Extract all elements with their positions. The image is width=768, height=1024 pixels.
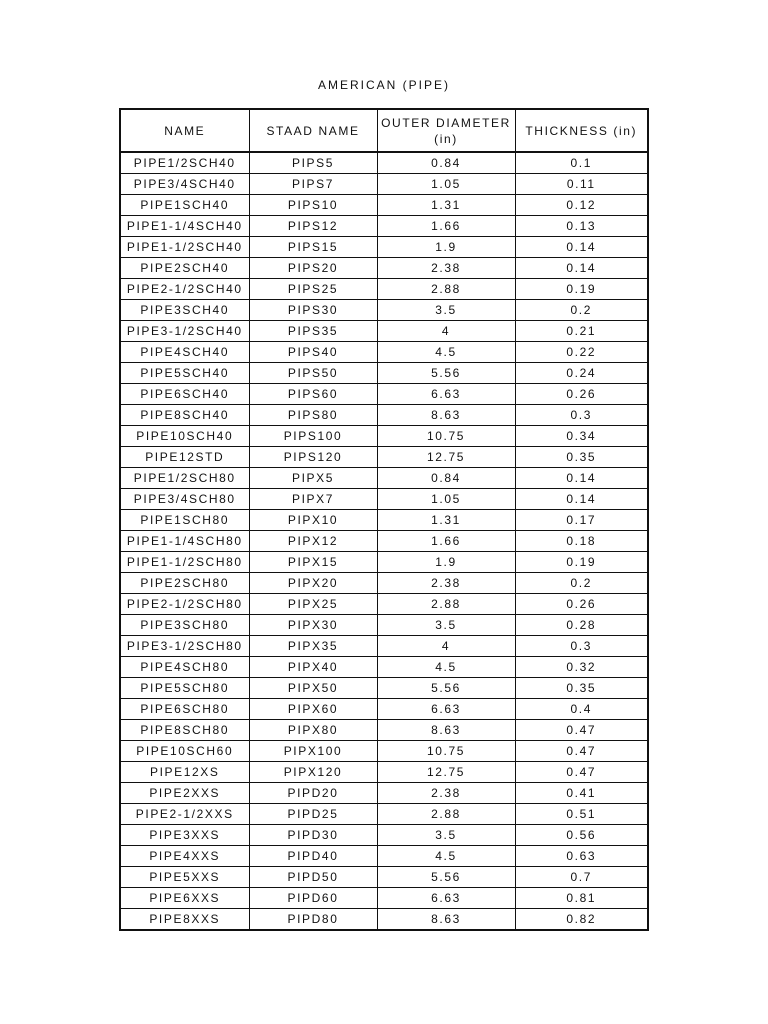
cell-staad-name: PIPS100 xyxy=(249,426,377,447)
cell-name: PIPE3/4SCH80 xyxy=(120,489,249,510)
cell-staad-name: PIPS80 xyxy=(249,405,377,426)
cell-name: PIPE4SCH80 xyxy=(120,657,249,678)
cell-name: PIPE2-1/2SCH40 xyxy=(120,279,249,300)
cell-outer-diameter: 1.31 xyxy=(377,510,515,531)
cell-name: PIPE1/2SCH40 xyxy=(120,152,249,174)
cell-thickness: 0.47 xyxy=(515,720,648,741)
table-row xyxy=(120,594,648,615)
cell-outer-diameter: 2.38 xyxy=(377,573,515,594)
cell-thickness: 0.26 xyxy=(515,594,648,615)
table-row xyxy=(120,846,648,867)
cell-name: PIPE1-1/2SCH80 xyxy=(120,552,249,573)
table-row xyxy=(120,531,648,552)
table-row xyxy=(120,678,648,699)
cell-staad-name: PIPD40 xyxy=(249,846,377,867)
cell-name: PIPE10SCH60 xyxy=(120,741,249,762)
cell-name: PIPE2SCH40 xyxy=(120,258,249,279)
cell-outer-diameter: 2.88 xyxy=(377,279,515,300)
cell-staad-name: PIPX80 xyxy=(249,720,377,741)
cell-staad-name: PIPX15 xyxy=(249,552,377,573)
cell-staad-name: PIPX120 xyxy=(249,762,377,783)
table-row xyxy=(120,510,648,531)
cell-name: PIPE1-1/4SCH40 xyxy=(120,216,249,237)
table-row xyxy=(120,426,648,447)
cell-name: PIPE4SCH40 xyxy=(120,342,249,363)
table-row xyxy=(120,825,648,846)
table-row xyxy=(120,195,648,216)
cell-thickness: 0.22 xyxy=(515,342,648,363)
cell-staad-name: PIPX25 xyxy=(249,594,377,615)
cell-outer-diameter: 8.63 xyxy=(377,720,515,741)
cell-outer-diameter: 2.88 xyxy=(377,594,515,615)
cell-staad-name: PIPS30 xyxy=(249,300,377,321)
cell-staad-name: PIPD50 xyxy=(249,867,377,888)
cell-name: PIPE8XXS xyxy=(120,909,249,931)
cell-outer-diameter: 4 xyxy=(377,636,515,657)
table-row xyxy=(120,552,648,573)
cell-staad-name: PIPX7 xyxy=(249,489,377,510)
column-header-name: NAME xyxy=(120,109,249,152)
cell-outer-diameter: 0.84 xyxy=(377,468,515,489)
cell-staad-name: PIPX20 xyxy=(249,573,377,594)
cell-name: PIPE1SCH80 xyxy=(120,510,249,531)
cell-thickness: 0.35 xyxy=(515,447,648,468)
table-row xyxy=(120,573,648,594)
cell-name: PIPE5SCH40 xyxy=(120,363,249,384)
cell-staad-name: PIPS20 xyxy=(249,258,377,279)
cell-staad-name: PIPD20 xyxy=(249,783,377,804)
cell-thickness: 0.47 xyxy=(515,741,648,762)
cell-name: PIPE1/2SCH80 xyxy=(120,468,249,489)
cell-outer-diameter: 12.75 xyxy=(377,762,515,783)
table-row xyxy=(120,174,648,195)
table-row xyxy=(120,152,648,174)
pipe-section-table xyxy=(119,108,649,931)
cell-thickness: 0.34 xyxy=(515,426,648,447)
table-row xyxy=(120,741,648,762)
cell-thickness: 0.28 xyxy=(515,615,648,636)
cell-outer-diameter: 10.75 xyxy=(377,426,515,447)
cell-outer-diameter: 1.05 xyxy=(377,174,515,195)
cell-outer-diameter: 1.66 xyxy=(377,216,515,237)
cell-thickness: 0.17 xyxy=(515,510,648,531)
cell-thickness: 0.13 xyxy=(515,216,648,237)
cell-outer-diameter: 2.38 xyxy=(377,258,515,279)
cell-outer-diameter: 0.84 xyxy=(377,152,515,174)
cell-name: PIPE1-1/2SCH40 xyxy=(120,237,249,258)
cell-thickness: 0.19 xyxy=(515,552,648,573)
column-header-outer-diameter xyxy=(377,109,515,152)
table-row xyxy=(120,237,648,258)
outer-diameter-label: OUTER DIAMETER xyxy=(381,115,511,130)
cell-staad-name: PIPS15 xyxy=(249,237,377,258)
cell-thickness: 0.1 xyxy=(515,152,648,174)
cell-staad-name: PIPX100 xyxy=(249,741,377,762)
cell-name: PIPE4XXS xyxy=(120,846,249,867)
cell-thickness: 0.19 xyxy=(515,279,648,300)
cell-name: PIPE10SCH40 xyxy=(120,426,249,447)
cell-thickness: 0.51 xyxy=(515,804,648,825)
cell-staad-name: PIPS5 xyxy=(249,152,377,174)
table-row xyxy=(120,258,648,279)
cell-thickness: 0.21 xyxy=(515,321,648,342)
cell-thickness: 0.3 xyxy=(515,405,648,426)
cell-name: PIPE3SCH80 xyxy=(120,615,249,636)
cell-name: PIPE12XS xyxy=(120,762,249,783)
cell-name: PIPE6XXS xyxy=(120,888,249,909)
cell-outer-diameter: 6.63 xyxy=(377,699,515,720)
cell-name: PIPE3-1/2SCH40 xyxy=(120,321,249,342)
cell-outer-diameter: 1.66 xyxy=(377,531,515,552)
cell-thickness: 0.82 xyxy=(515,909,648,931)
cell-thickness: 0.14 xyxy=(515,468,648,489)
table-row xyxy=(120,636,648,657)
table-row xyxy=(120,468,648,489)
cell-thickness: 0.2 xyxy=(515,573,648,594)
cell-thickness: 0.32 xyxy=(515,657,648,678)
cell-name: PIPE1-1/4SCH80 xyxy=(120,531,249,552)
table-row xyxy=(120,657,648,678)
table-header xyxy=(120,109,648,152)
cell-name: PIPE5XXS xyxy=(120,867,249,888)
cell-thickness: 0.35 xyxy=(515,678,648,699)
cell-staad-name: PIPS25 xyxy=(249,279,377,300)
cell-thickness: 0.18 xyxy=(515,531,648,552)
cell-thickness: 0.4 xyxy=(515,699,648,720)
cell-thickness: 0.14 xyxy=(515,489,648,510)
cell-outer-diameter: 8.63 xyxy=(377,405,515,426)
cell-outer-diameter: 4 xyxy=(377,321,515,342)
outer-diameter-unit: (in) xyxy=(434,131,458,146)
cell-name: PIPE2XXS xyxy=(120,783,249,804)
cell-staad-name: PIPX5 xyxy=(249,468,377,489)
cell-outer-diameter: 5.56 xyxy=(377,678,515,699)
cell-name: PIPE6SCH40 xyxy=(120,384,249,405)
cell-staad-name: PIPD30 xyxy=(249,825,377,846)
cell-thickness: 0.2 xyxy=(515,300,648,321)
cell-outer-diameter: 1.05 xyxy=(377,489,515,510)
cell-thickness: 0.12 xyxy=(515,195,648,216)
table-row xyxy=(120,447,648,468)
cell-thickness: 0.56 xyxy=(515,825,648,846)
cell-name: PIPE8SCH80 xyxy=(120,720,249,741)
cell-staad-name: PIPD60 xyxy=(249,888,377,909)
cell-name: PIPE12STD xyxy=(120,447,249,468)
cell-name: PIPE3/4SCH40 xyxy=(120,174,249,195)
cell-staad-name: PIPS40 xyxy=(249,342,377,363)
cell-outer-diameter: 6.63 xyxy=(377,888,515,909)
cell-outer-diameter: 3.5 xyxy=(377,825,515,846)
cell-thickness: 0.3 xyxy=(515,636,648,657)
cell-name: PIPE3XXS xyxy=(120,825,249,846)
cell-staad-name: PIPX30 xyxy=(249,615,377,636)
cell-thickness: 0.81 xyxy=(515,888,648,909)
cell-thickness: 0.14 xyxy=(515,237,648,258)
column-header-staad-name: STAAD NAME xyxy=(249,109,377,152)
cell-outer-diameter: 2.88 xyxy=(377,804,515,825)
table-row xyxy=(120,321,648,342)
cell-outer-diameter: 4.5 xyxy=(377,846,515,867)
table-row xyxy=(120,615,648,636)
cell-name: PIPE3SCH40 xyxy=(120,300,249,321)
cell-staad-name: PIPS120 xyxy=(249,447,377,468)
table-row xyxy=(120,363,648,384)
table-row xyxy=(120,762,648,783)
table-row xyxy=(120,699,648,720)
cell-outer-diameter: 6.63 xyxy=(377,384,515,405)
cell-outer-diameter: 12.75 xyxy=(377,447,515,468)
cell-staad-name: PIPX10 xyxy=(249,510,377,531)
cell-name: PIPE5SCH80 xyxy=(120,678,249,699)
cell-staad-name: PIPD80 xyxy=(249,909,377,931)
cell-outer-diameter: 3.5 xyxy=(377,300,515,321)
cell-outer-diameter: 5.56 xyxy=(377,363,515,384)
cell-outer-diameter: 5.56 xyxy=(377,867,515,888)
cell-thickness: 0.26 xyxy=(515,384,648,405)
cell-thickness: 0.7 xyxy=(515,867,648,888)
cell-name: PIPE2-1/2SCH80 xyxy=(120,594,249,615)
cell-thickness: 0.11 xyxy=(515,174,648,195)
table-row xyxy=(120,888,648,909)
cell-thickness: 0.14 xyxy=(515,258,648,279)
cell-name: PIPE2SCH80 xyxy=(120,573,249,594)
cell-staad-name: PIPS12 xyxy=(249,216,377,237)
cell-name: PIPE8SCH40 xyxy=(120,405,249,426)
table-row xyxy=(120,720,648,741)
table-row xyxy=(120,405,648,426)
table-row xyxy=(120,867,648,888)
cell-outer-diameter: 4.5 xyxy=(377,342,515,363)
cell-thickness: 0.41 xyxy=(515,783,648,804)
header-row xyxy=(120,109,648,152)
cell-thickness: 0.63 xyxy=(515,846,648,867)
cell-staad-name: PIPX35 xyxy=(249,636,377,657)
cell-staad-name: PIPS10 xyxy=(249,195,377,216)
cell-thickness: 0.47 xyxy=(515,762,648,783)
cell-outer-diameter: 1.31 xyxy=(377,195,515,216)
cell-outer-diameter: 10.75 xyxy=(377,741,515,762)
table-row xyxy=(120,216,648,237)
cell-thickness: 0.24 xyxy=(515,363,648,384)
cell-staad-name: PIPS35 xyxy=(249,321,377,342)
cell-outer-diameter: 3.5 xyxy=(377,615,515,636)
cell-outer-diameter: 1.9 xyxy=(377,237,515,258)
cell-staad-name: PIPS7 xyxy=(249,174,377,195)
table-row xyxy=(120,909,648,931)
table-row xyxy=(120,342,648,363)
cell-name: PIPE2-1/2XXS xyxy=(120,804,249,825)
table-row xyxy=(120,804,648,825)
table-row xyxy=(120,489,648,510)
cell-staad-name: PIPX50 xyxy=(249,678,377,699)
cell-staad-name: PIPX12 xyxy=(249,531,377,552)
cell-outer-diameter: 4.5 xyxy=(377,657,515,678)
cell-outer-diameter: 2.38 xyxy=(377,783,515,804)
cell-name: PIPE1SCH40 xyxy=(120,195,249,216)
cell-staad-name: PIPS50 xyxy=(249,363,377,384)
cell-staad-name: PIPX60 xyxy=(249,699,377,720)
cell-staad-name: PIPS60 xyxy=(249,384,377,405)
cell-name: PIPE6SCH80 xyxy=(120,699,249,720)
table-body xyxy=(120,152,648,930)
table-row xyxy=(120,279,648,300)
table-row xyxy=(120,300,648,321)
table-row xyxy=(120,783,648,804)
cell-staad-name: PIPX40 xyxy=(249,657,377,678)
column-header-thickness: THICKNESS (in) xyxy=(515,109,648,152)
cell-name: PIPE3-1/2SCH80 xyxy=(120,636,249,657)
cell-outer-diameter: 8.63 xyxy=(377,909,515,931)
cell-staad-name: PIPD25 xyxy=(249,804,377,825)
cell-outer-diameter: 1.9 xyxy=(377,552,515,573)
page-title: AMERICAN (PIPE) xyxy=(317,78,450,92)
table-row xyxy=(120,384,648,405)
